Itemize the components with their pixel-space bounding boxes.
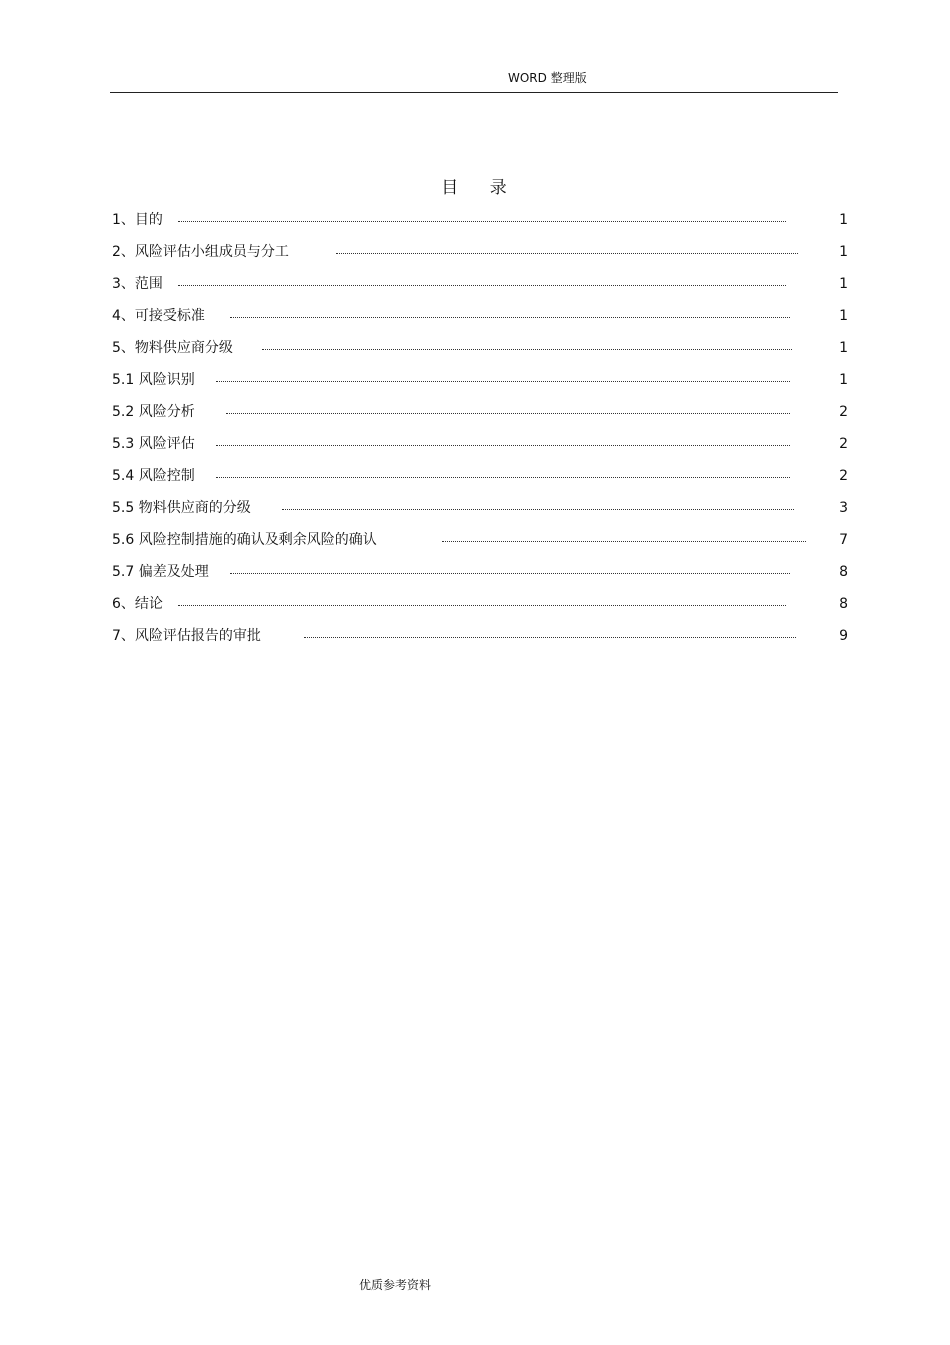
toc-entry[interactable] xyxy=(112,336,852,358)
toc-entry-label: 5、物料供应商分级 xyxy=(112,340,233,356)
toc-entry-label: 5.1 风险识别 xyxy=(112,372,195,388)
header-text: WORD 整理版 xyxy=(508,71,587,85)
toc-entry[interactable] xyxy=(112,432,852,454)
toc-entry-label: 5.2 风险分析 xyxy=(112,404,195,420)
toc-entry-label: 6、结论 xyxy=(112,596,163,612)
toc-entry-page: 1 xyxy=(839,340,848,356)
toc-entry[interactable] xyxy=(112,208,852,230)
toc-entry[interactable] xyxy=(112,240,852,262)
toc-entry-page: 7 xyxy=(839,532,848,548)
toc-dot-leader xyxy=(442,541,806,542)
toc-entry-label: 5.6 风险控制措施的确认及剩余风险的确认 xyxy=(112,532,377,548)
toc-entry-page: 1 xyxy=(839,212,848,228)
toc-entry-page: 2 xyxy=(839,436,848,452)
toc-dot-leader xyxy=(226,413,790,414)
toc-entry[interactable] xyxy=(112,368,852,390)
toc-entry-page: 2 xyxy=(839,468,848,484)
toc-dot-leader xyxy=(230,317,790,318)
toc-entry[interactable] xyxy=(112,272,852,294)
toc-entry-label: 7、风险评估报告的审批 xyxy=(112,628,261,644)
toc-entry[interactable] xyxy=(112,400,852,422)
toc-dot-leader xyxy=(336,253,798,254)
toc-entry-label: 5.4 风险控制 xyxy=(112,468,195,484)
toc-entry-page: 1 xyxy=(839,244,848,260)
toc-entry-page: 2 xyxy=(839,404,848,420)
toc-entry[interactable] xyxy=(112,528,852,550)
toc-dot-leader xyxy=(304,637,796,638)
toc-entry-label: 4、可接受标准 xyxy=(112,308,205,324)
toc-dot-leader xyxy=(178,221,786,222)
page-header xyxy=(110,70,838,93)
toc-entry[interactable] xyxy=(112,464,852,486)
toc-entry-page: 1 xyxy=(839,372,848,388)
page-footer: 优质参考资料 xyxy=(359,1278,432,1292)
toc-dot-leader xyxy=(216,445,790,446)
toc-entry-label: 2、风险评估小组成员与分工 xyxy=(112,244,289,260)
toc-entry[interactable] xyxy=(112,560,852,582)
toc-entry-page: 1 xyxy=(839,308,848,324)
toc-entry-label: 5.3 风险评估 xyxy=(112,436,195,452)
toc-entry-label: 3、范围 xyxy=(112,276,163,292)
toc-dot-leader xyxy=(282,509,794,510)
toc-entry-page: 8 xyxy=(839,596,848,612)
toc-dot-leader xyxy=(216,477,790,478)
toc-entry[interactable] xyxy=(112,592,852,614)
toc-entry-page: 3 xyxy=(839,500,848,516)
toc-entry[interactable] xyxy=(112,304,852,326)
toc-dot-leader xyxy=(178,605,786,606)
toc-dot-leader xyxy=(178,285,786,286)
toc-entry-label: 5.7 偏差及处理 xyxy=(112,564,209,580)
toc-dot-leader xyxy=(216,381,790,382)
toc-dot-leader xyxy=(230,573,790,574)
toc-title: 目 录 xyxy=(441,178,509,198)
toc-entry-label: 5.5 物料供应商的分级 xyxy=(112,500,251,516)
toc-entry-label: 1、目的 xyxy=(112,212,163,228)
toc-entry-page: 1 xyxy=(839,276,848,292)
toc-entry[interactable] xyxy=(112,496,852,518)
toc-entry[interactable] xyxy=(112,624,852,646)
toc-entry-page: 8 xyxy=(839,564,848,580)
toc-entry-page: 9 xyxy=(839,628,848,644)
toc-dot-leader xyxy=(262,349,792,350)
